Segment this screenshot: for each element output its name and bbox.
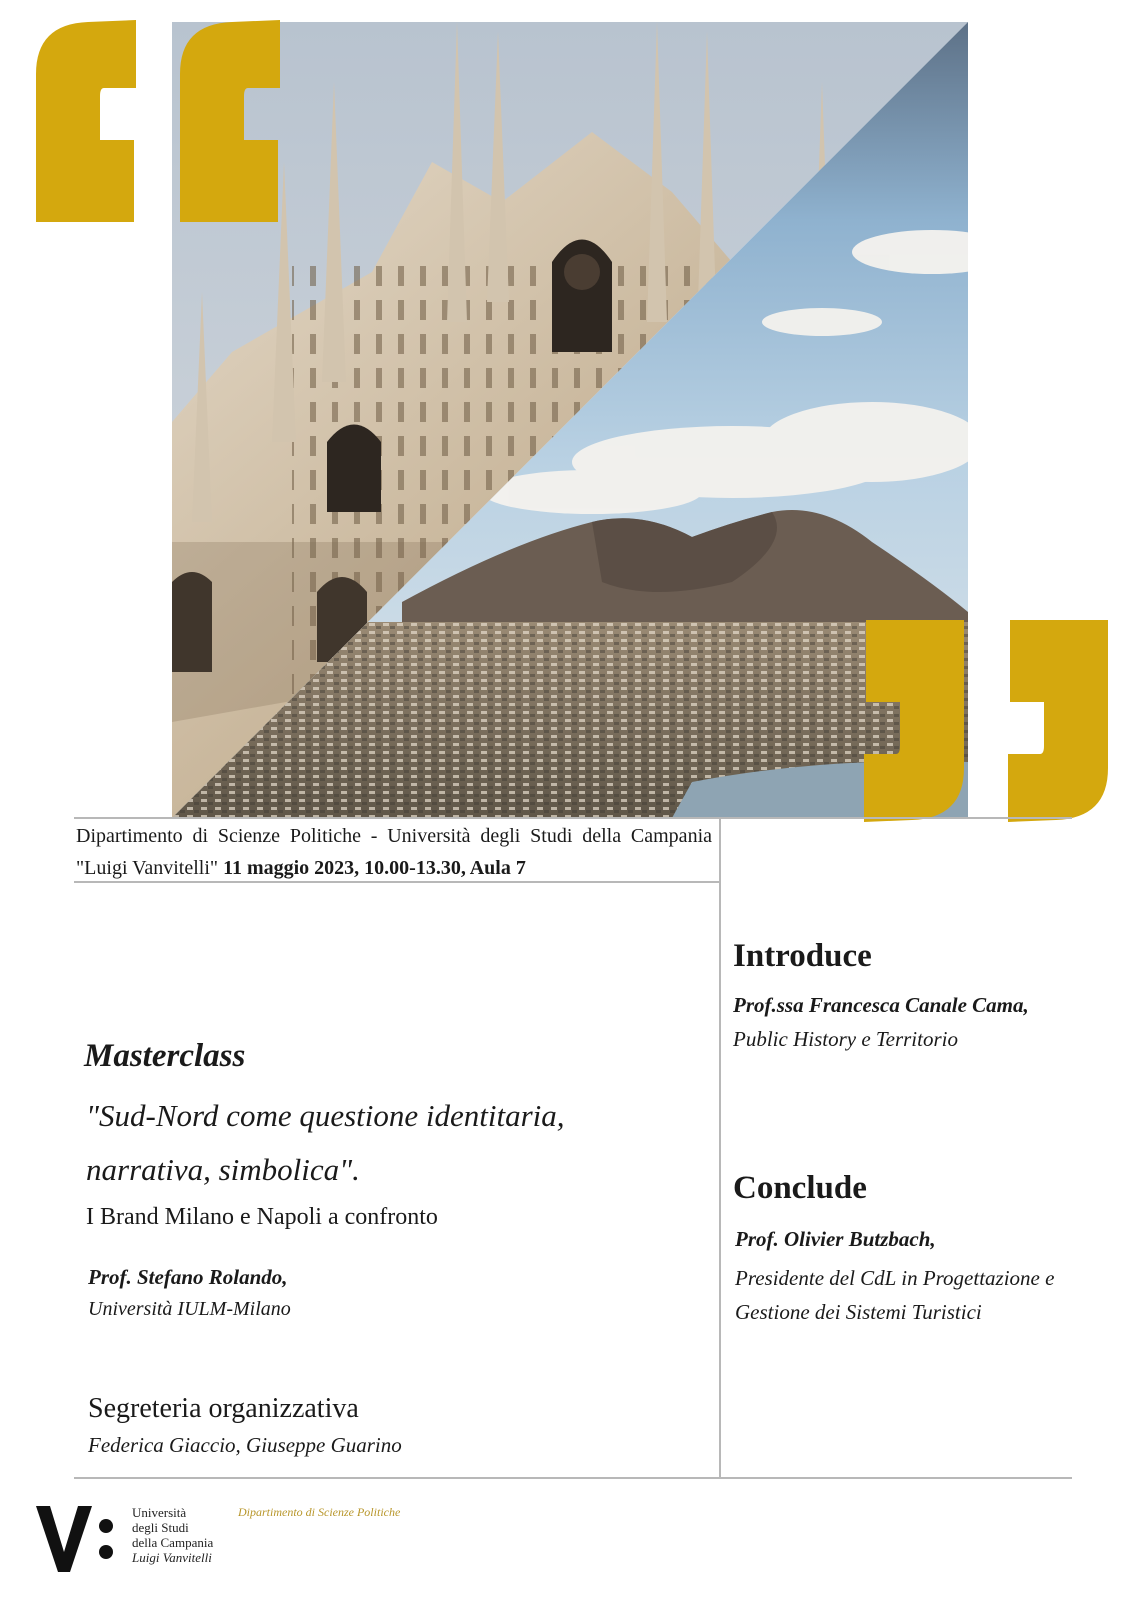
university-logo-text bbox=[132, 1505, 242, 1565]
open-quote-icon bbox=[30, 20, 290, 222]
masterclass-title-line1: "Sud-Nord come questione identitaria, bbox=[86, 1098, 565, 1133]
introduce-name: Prof.ssa Francesca Canale Cama, bbox=[733, 993, 1029, 1017]
column-divider bbox=[719, 818, 721, 1478]
masterclass-label: Masterclass bbox=[84, 1038, 246, 1074]
speaker-affiliation: Università IULM-Milano bbox=[88, 1298, 291, 1320]
secretariat-label: Segreteria organizzativa bbox=[88, 1393, 359, 1424]
university-logo-icon bbox=[36, 1506, 120, 1572]
logo-line4: Luigi Vanvitelli bbox=[132, 1550, 212, 1565]
conclude-role-line2: Gestione dei Sistemi Turistici bbox=[735, 1300, 982, 1324]
masterclass-title bbox=[86, 1089, 706, 1197]
rule-bottom bbox=[74, 1477, 1072, 1479]
speaker-name: Prof. Stefano Rolando, bbox=[88, 1265, 288, 1289]
introduce-role: Public History e Territorio bbox=[733, 1027, 958, 1051]
close-quote-icon bbox=[864, 620, 1114, 822]
introduce-heading: Introduce bbox=[733, 938, 872, 974]
masterclass-title-line2: narrativa, simbolica". bbox=[86, 1152, 360, 1187]
conclude-role-line1: Presidente del CdL in Progettazione e bbox=[735, 1266, 1055, 1290]
department-label: Dipartimento di Scienze Politiche bbox=[238, 1505, 401, 1519]
event-info bbox=[76, 820, 712, 884]
logo-line2: degli Studi bbox=[132, 1520, 189, 1535]
logo-line1: Università bbox=[132, 1505, 187, 1520]
secretariat-names: Federica Giaccio, Giuseppe Guarino bbox=[88, 1433, 402, 1457]
logo-line3: della Campania bbox=[132, 1535, 214, 1550]
hero-photo-collage bbox=[172, 22, 968, 818]
masterclass-subtitle: I Brand Milano e Napoli a confronto bbox=[86, 1204, 438, 1230]
event-datetime: 11 maggio 2023, 10.00-13.30, Aula 7 bbox=[223, 857, 526, 879]
conclude-role bbox=[735, 1261, 1115, 1329]
event-venue: Dipartimento di Scienze Politiche - Università degli Studi della Campania "Luigi Vanvitelli" bbox=[76, 825, 712, 879]
conclude-heading: Conclude bbox=[733, 1170, 867, 1206]
conclude-name: Prof. Olivier Butzbach, bbox=[735, 1227, 936, 1251]
rule-under-hero bbox=[74, 817, 1072, 819]
